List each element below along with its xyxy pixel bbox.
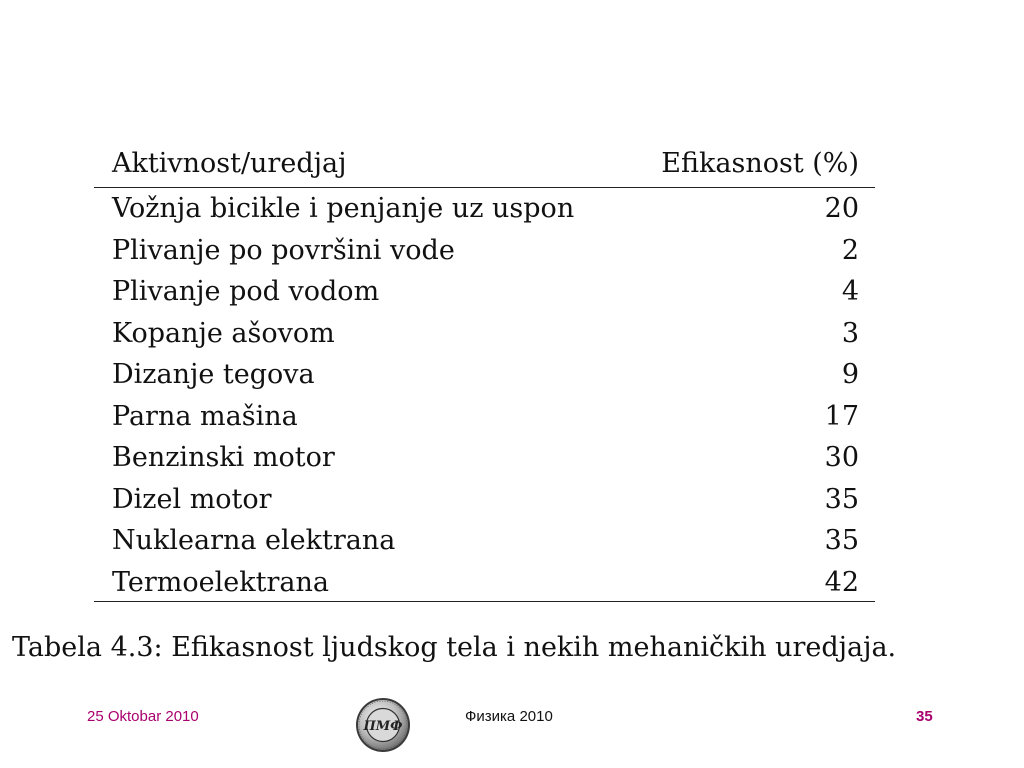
row-activity: Plivanje pod vodom	[112, 276, 380, 307]
row-efficiency: 3	[841, 317, 859, 349]
row-efficiency: 35	[824, 483, 859, 515]
row-efficiency: 35	[824, 525, 859, 556]
footer-date: 25 Oktobar 2010	[87, 708, 199, 725]
table-row	[94, 562, 875, 604]
header-efficiency: Efikasnost (%)	[661, 147, 859, 179]
row-activity: Kopanje ašovom	[112, 317, 335, 349]
efficiency-table	[94, 140, 875, 603]
footer-title: Физика 2010	[465, 708, 553, 725]
table-row	[94, 479, 875, 521]
row-activity: Benzinski motor	[112, 442, 335, 473]
row-activity: Parna mašina	[112, 400, 298, 432]
row-efficiency: 4	[841, 276, 859, 307]
page-number: 35	[916, 708, 933, 725]
table-header-row	[94, 140, 875, 188]
row-activity: Dizanje tegova	[112, 359, 315, 390]
row-efficiency: 42	[824, 566, 859, 598]
table-row	[94, 230, 875, 272]
seal-text: ПМФ	[363, 719, 403, 734]
row-efficiency: 30	[824, 442, 859, 473]
table-row	[94, 520, 875, 562]
row-efficiency: 17	[824, 400, 859, 432]
faculty-seal-icon	[355, 697, 411, 753]
row-activity: Vožnja bicikle i penjanje uz uspon	[112, 193, 575, 224]
table-row	[94, 271, 875, 313]
row-efficiency: 2	[841, 234, 859, 266]
table-row	[94, 437, 875, 479]
table-row	[94, 396, 875, 438]
row-activity: Plivanje po površini vode	[112, 234, 455, 266]
row-activity: Nuklearna elektrana	[112, 525, 396, 556]
row-efficiency: 9	[841, 359, 859, 390]
table-row	[94, 354, 875, 396]
table-row	[94, 188, 875, 230]
row-activity: Dizel motor	[112, 483, 272, 515]
table-caption: Tabela 4.3: Efikasnost ljudskog tela i nekih mehaničkih uredjaja.	[12, 632, 897, 663]
table-row	[94, 313, 875, 355]
row-activity: Termoelektrana	[112, 566, 329, 598]
header-activity: Aktivnost/uredjaj	[112, 147, 347, 179]
table-bottom-rule	[94, 601, 875, 602]
row-efficiency: 20	[824, 193, 859, 224]
